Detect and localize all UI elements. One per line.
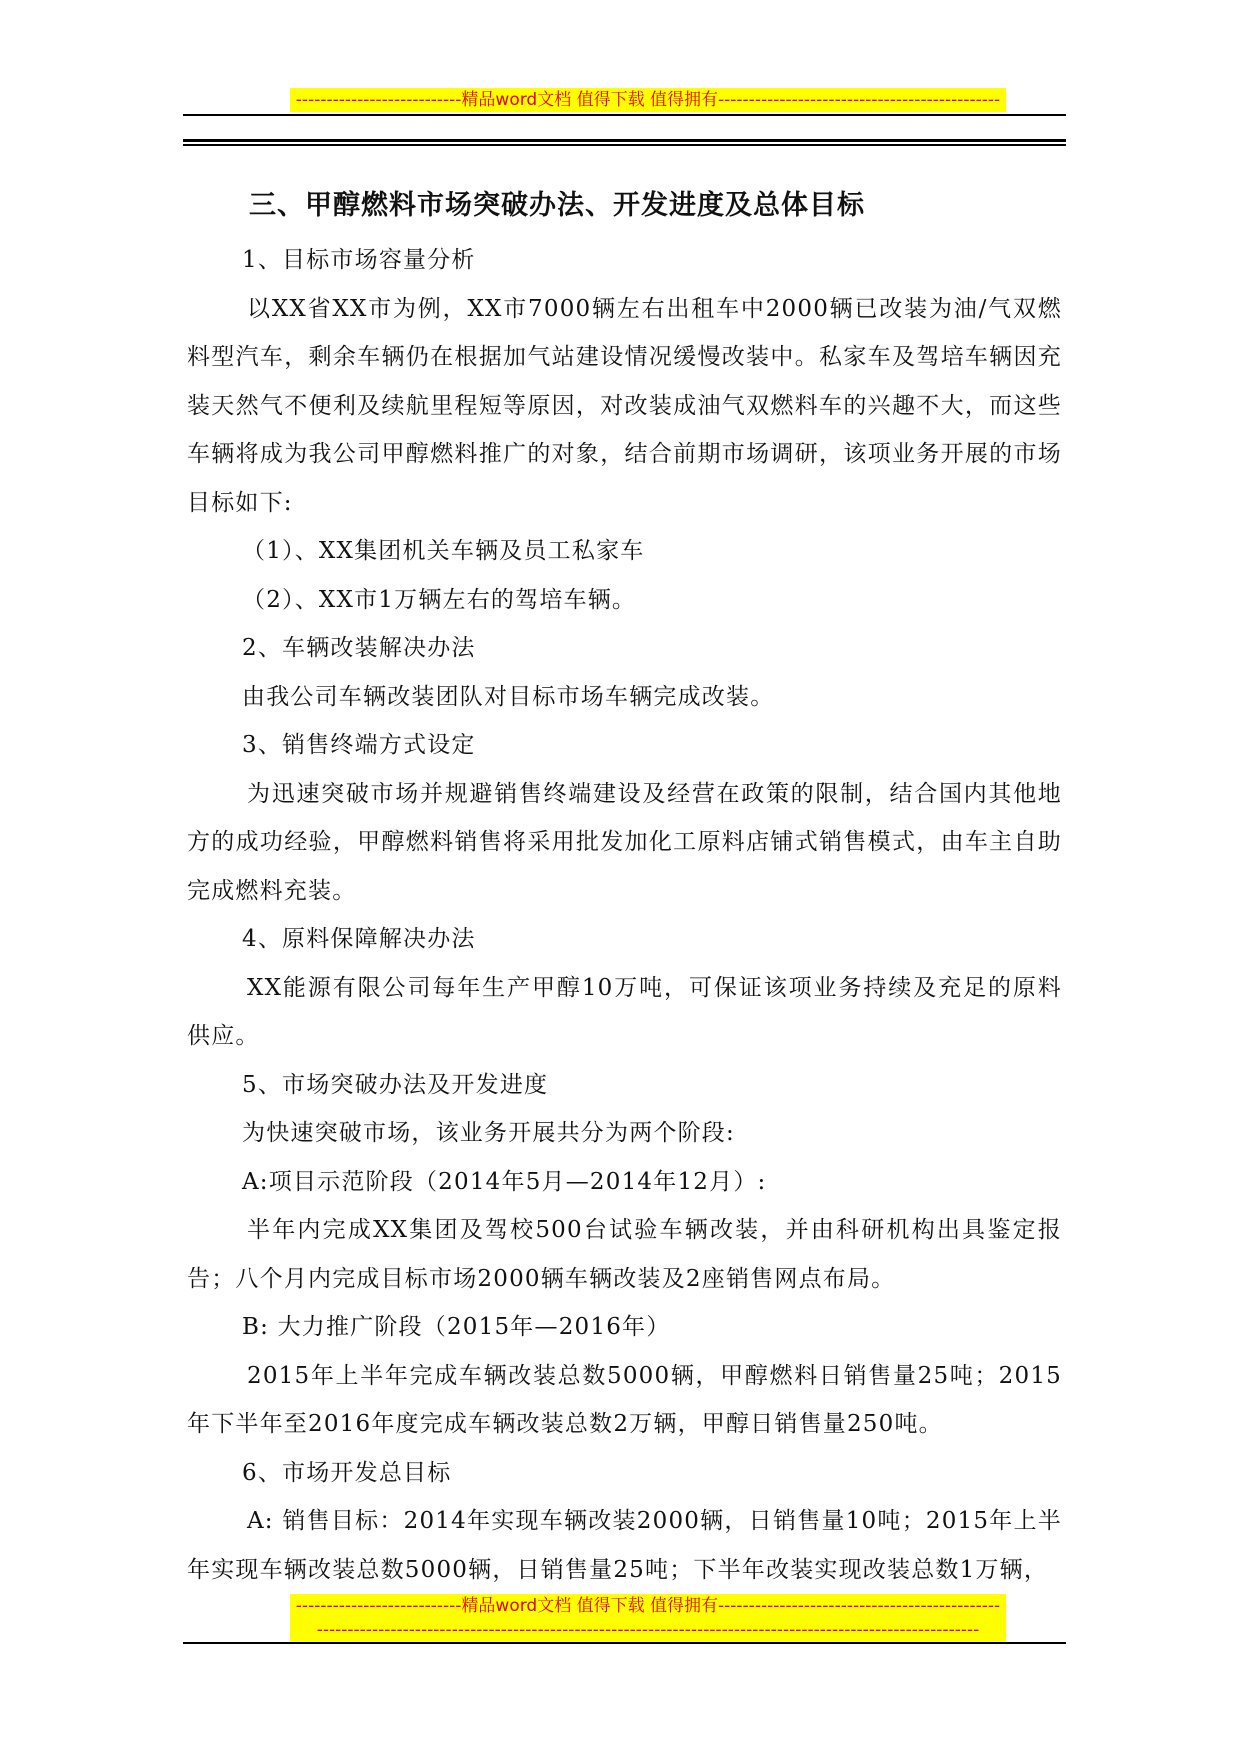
subheading-3: 3、销售终端方式设定 <box>242 732 476 758</box>
header-double-rule-bottom <box>183 144 1066 146</box>
subheading-1: 1、目标市场容量分析 <box>242 247 476 273</box>
paragraph-sales-target: A: 销售目标：2014年实现车辆改装2000辆，日销售量10吨；2015年上半年实现车辆改装总数5000辆，日销售量25吨；下半年改装实现改装总数1万辆， <box>187 1508 1062 1583</box>
section-title: 三、甲醇燃料市场突破办法、开发进度及总体目标 <box>249 190 865 221</box>
stage-a-heading: A:项目示范阶段（2014年5月—2014年12月）: <box>242 1168 767 1195</box>
footer-banner-dashes: ------------------------------------------------------------------------------------------------------------ <box>290 1618 1006 1642</box>
list-item-2: （2）、XX市1万辆左右的驾培车辆。 <box>242 586 637 613</box>
paragraph-sales-terminal: 为迅速突破市场并规避销售终端建设及经营在政策的限制，结合国内其他地方的成功经验，甲醇燃料销售将采用批发加化工原料店铺式销售模式，由车主自助完成燃料充装。 <box>187 780 1062 904</box>
subheading-4: 4、原料保障解决办法 <box>242 926 476 952</box>
list-item-1: （1）、XX集团机关车辆及员工私家车 <box>242 538 645 564</box>
document-body <box>187 186 1062 1594</box>
paragraph-stage-a: 半年内完成XX集团及驾校500台试验车辆改装，并由科研机构出具鉴定报告；八个月内完成目标市场2000辆车辆改装及2座销售网点布局。 <box>187 1217 1062 1292</box>
header-rule <box>183 114 1066 116</box>
footer-banner: ---------------------------精品word文档 值得下载 值得拥有---------------------------------------------- <box>290 1594 1006 1618</box>
paragraph-modification: 由我公司车辆改装团队对目标市场车辆完成改装。 <box>242 683 775 710</box>
header-double-rule-top <box>183 139 1066 142</box>
subheading-6: 6、市场开发总目标 <box>242 1459 452 1486</box>
subheading-2: 2、车辆改装解决办法 <box>242 635 476 661</box>
subheading-5: 5、市场突破办法及开发进度 <box>242 1071 549 1098</box>
paragraph-two-stages: 为快速突破市场，该业务开展共分为两个阶段: <box>242 1120 735 1146</box>
paragraph-market-capacity: 以XX省XX市为例，XX市7000辆左右出租车中2000辆已改装为油/气双燃料型汽车，剩余车辆仍在根据加气站建设情况缓慢改装中。私家车及驾培车辆因充装天然气不便利及续航里程短等原因，对改装成油气双燃料车的兴趣不大，而这些车辆将成为我公司甲醇燃料推广的对象，结合前期市场调研，该项业务开展的市场目标如下: <box>187 295 1062 516</box>
paragraph-raw-material: XX能源有限公司每年生产甲醇10万吨，可保证该项业务持续及充足的原料供应。 <box>187 974 1062 1049</box>
paragraph-stage-b: 2015年上半年完成车辆改装总数5000辆，甲醇燃料日销售量25吨；2015年下半年至2016年度完成车辆改装总数2万辆，甲醇日销售量250吨。 <box>187 1362 1062 1437</box>
footer-rule <box>183 1642 1066 1644</box>
header-banner: ---------------------------精品word文档 值得下载 值得拥有---------------------------------------------- <box>290 88 1006 112</box>
stage-b-heading: B: 大力推广阶段（2015年—2016年） <box>242 1314 671 1340</box>
